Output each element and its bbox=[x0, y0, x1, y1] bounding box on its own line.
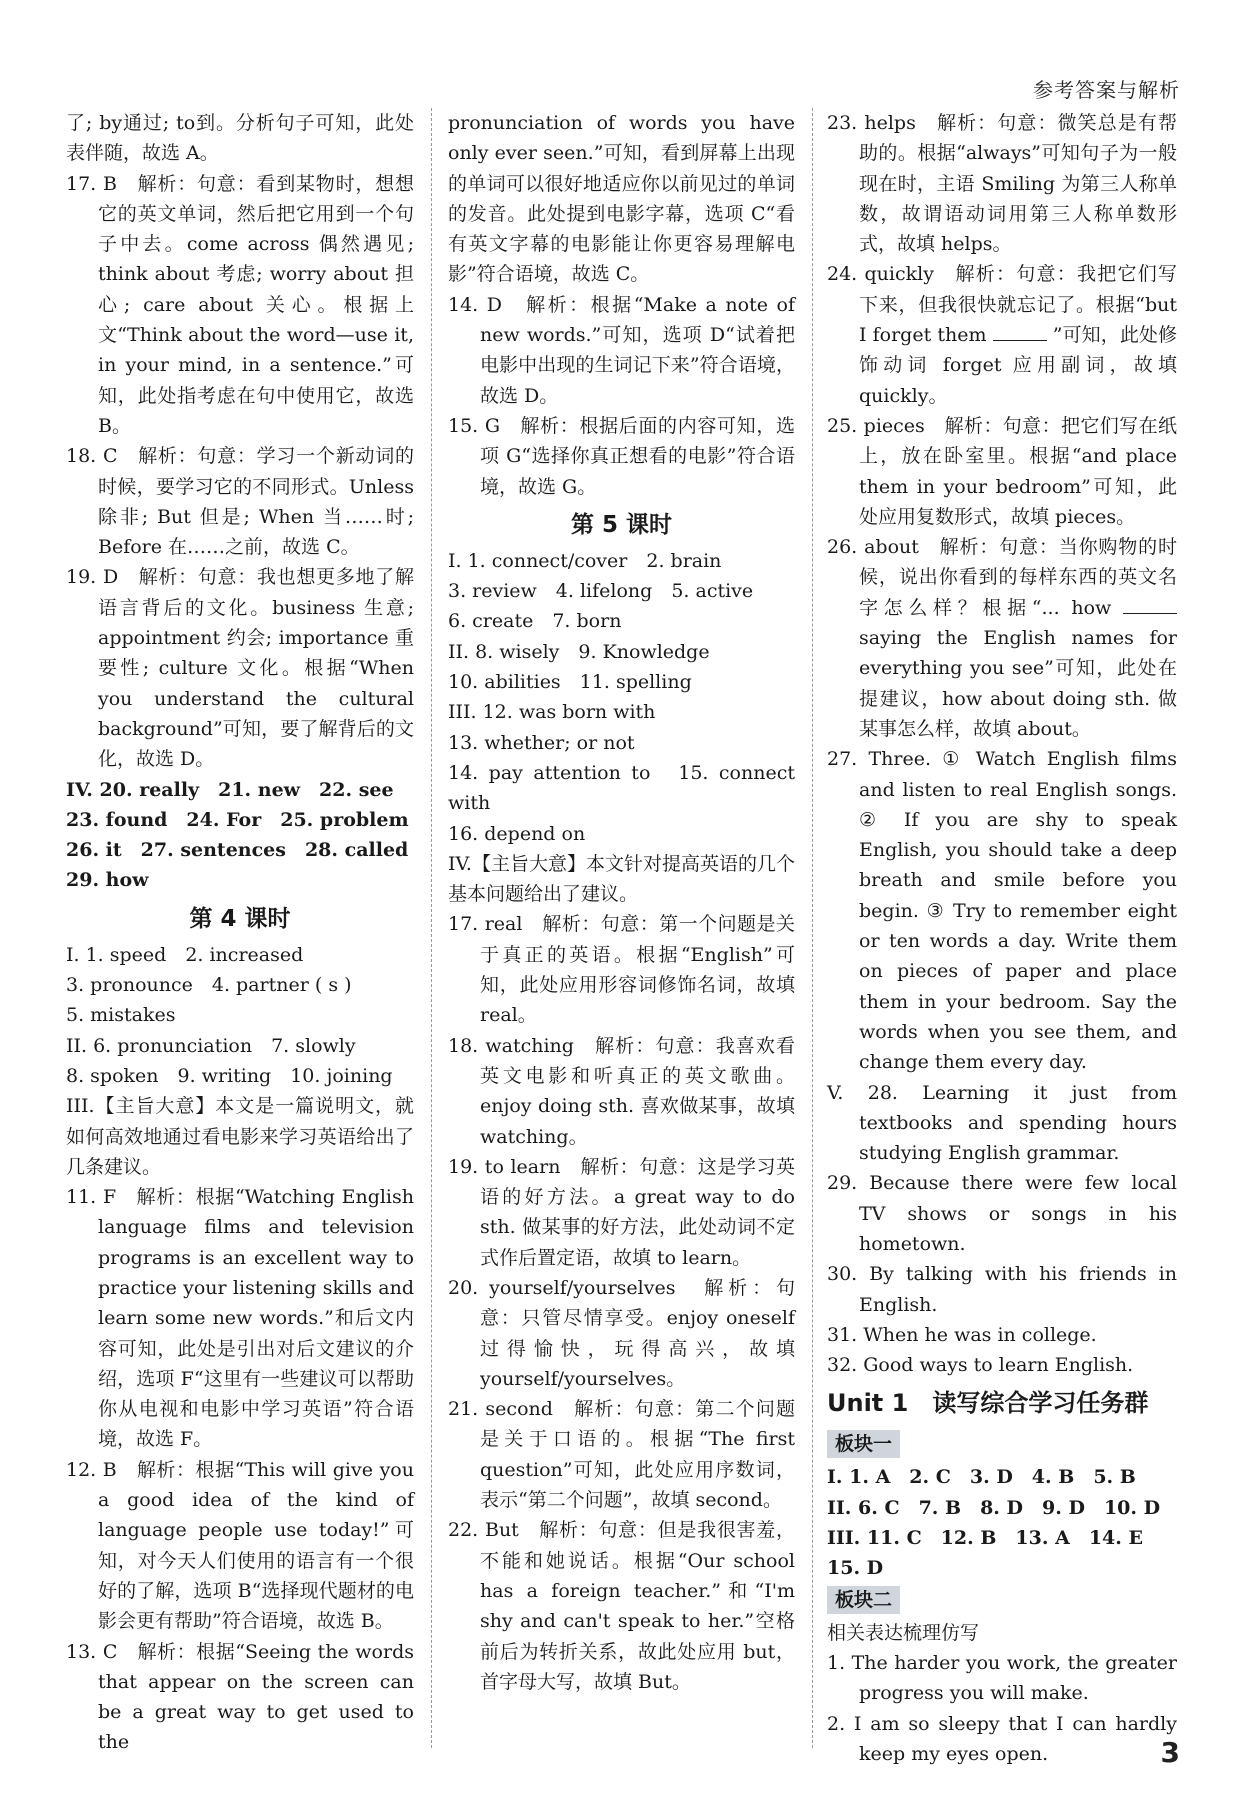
block2-subtitle: 相关表达梳理仿写 bbox=[827, 1621, 980, 1644]
answer-25: 25. pieces 解析：句意：把它们写在纸上，放在卧室里。根据“and place them in your bedroom”可知，此处应用复数形式，故填 pieces。 bbox=[827, 414, 1177, 528]
column-3 bbox=[827, 108, 1177, 1769]
lesson5-row-9: 16. depend on bbox=[448, 822, 586, 845]
answer-20-l5: 20. yourself/yourselves 解析：句意：只管尽情享受。enjoy oneself 过得愉快，玩得高兴，故填 yourself/yourselves。 bbox=[448, 1276, 795, 1390]
column-divider-2 bbox=[812, 108, 813, 1748]
answer-17: 17. B 解析：句意：看到某物时，想想它的英文单词，然后把它用到一个句子中去。come across 偶然遇见; think about 考虑; worry about 担心; care about 关心。根据上文“Think about the word—use it, in your mind, in a sentence.”可知，此处指考虑在句中使用它，故选 B。 bbox=[66, 172, 414, 437]
blank-line bbox=[993, 324, 1047, 341]
block-1-tag: 板块一 bbox=[827, 1430, 900, 1458]
answer-27: 27. Three. ① Watch English films and listen to real English songs. ② If you are shy to speak English, you should take a deep breath and smile before you begin. ③ Try to remember eight or ten words a day. Write them on pieces of paper and place them in your bedroom. Say the words when you see them, and change them every day. bbox=[827, 748, 1177, 1074]
lesson5-row-4: II. 8. wisely 9. Knowledge bbox=[448, 640, 710, 663]
answer-24 bbox=[827, 259, 1177, 410]
block2-sentence-2: 2. I am so sleepy that I can hardly keep my eyes open. bbox=[827, 1712, 1177, 1765]
answer-13-continued: pronunciation of words you have only ever seen.”可知，看到屏幕上出现的单词可以很好地适应你以前见过的单词的发音。此处提到电影字幕，选项 C“看有英文字幕的电影能让你更容易理解电影”符合语境，故选 C。 bbox=[448, 112, 795, 286]
block1-row-3: III. 11. C 12. B 13. A 14. E bbox=[827, 1527, 1143, 1550]
answer-29: 29. Because there were few local TV shows or songs in his hometown. bbox=[827, 1172, 1177, 1255]
lesson4-row-3: 5. mistakes bbox=[66, 1004, 176, 1027]
answer-21-l5: 21. second 解析：句意：第二个问题是关于口语的。根据“The first question”可知，此处应用序数词，表示“第二个问题”，故填 second。 bbox=[448, 1398, 795, 1512]
column-divider-1 bbox=[431, 108, 432, 1748]
answer-26 bbox=[827, 532, 1177, 744]
answer-26-part-1: 26. about 解析：句意：当你购物的时候，说出你看到的每样东西的英文名字怎么样？根据“... how bbox=[827, 536, 1177, 619]
answer-12: 12. B 解析：根据“This will give you a good idea of the kind of language people use today!”可知，对今天人们使用的语言有一个很好的了解，选项 B“选择现代题材的电影会更有帮助”符合语境，故选 B。 bbox=[66, 1458, 414, 1633]
block-2-tag: 板块二 bbox=[827, 1586, 900, 1614]
answers-iv-row-3: 26. it 27. sentences 28. called bbox=[66, 839, 409, 862]
header-title: 参考答案与解析 bbox=[1033, 78, 1180, 102]
answer-19: 19. D 解析：句意：我也想更多地了解语言背后的文化。business 生意; appointment 约会; importance 重要性; culture 文化。根据“When you understand the cultural background”可知，要了解背后的文化，故选 D。 bbox=[66, 566, 414, 771]
answer-18-l5: 18. watching 解析：句意：我喜欢看英文电影和听真正的英文歌曲。enjoy doing sth. 喜欢做某事，故填 watching。 bbox=[448, 1034, 795, 1148]
answer-28: V. 28. Learning it just from textbooks and spending hours studying English grammar. bbox=[827, 1081, 1177, 1165]
lesson5-row-1: I. 1. connect/cover 2. brain bbox=[448, 549, 722, 572]
block1-row-1: I. 1. A 2. C 3. D 4. B 5. B bbox=[827, 1466, 1136, 1489]
block1-row-4: 15. D bbox=[827, 1557, 884, 1580]
lesson-5-title: 第 5 课时 bbox=[570, 511, 673, 538]
lesson4-row-4: II. 6. pronunciation 7. slowly bbox=[66, 1034, 356, 1057]
answer-19-l5: 19. to learn 解析：句意：这是学习英语的好方法。a great way to do sth. 做某事的好方法，此处动词不定式作后置定语，故填 to learn。 bbox=[448, 1155, 795, 1269]
answer-16-continued: 了; by通过; to到。分析句子可知，此处表伴随，故选 A。 bbox=[66, 112, 414, 165]
lesson5-row-3: 6. create 7. born bbox=[448, 610, 622, 633]
answer-24-part-1: 24. quickly 解析：句意：我把它们写下来，但我很快就忘记了。根据“but I forget them bbox=[827, 263, 1177, 347]
lesson5-row-8: 14. pay attention to 15. connect with bbox=[448, 761, 795, 815]
block-2-tag-wrap bbox=[827, 1584, 1177, 1618]
column-1 bbox=[66, 108, 414, 1758]
lesson5-row-7: 13. whether; or not bbox=[448, 731, 635, 754]
column-2 bbox=[448, 108, 795, 1697]
answer-15: 15. G 解析：根据后面的内容可知，选项 G“选择你真正想看的电影”符合语境，故选 G。 bbox=[448, 414, 795, 498]
answers-iv-row-1: IV. 20. really 21. new 22. see bbox=[66, 778, 394, 801]
answer-14: 14. D 解析：根据“Make a note of new words.”可知，选项 D“试着把电影中出现的生词记下来”符合语境，故选 D。 bbox=[448, 293, 795, 407]
answer-31: 31. When he was in college. bbox=[827, 1323, 1097, 1346]
lesson5-row-2: 3. review 4. lifelong 5. active bbox=[448, 580, 754, 603]
block2-sentence-1: 1. The harder you work, the greater progress you will make. bbox=[827, 1651, 1177, 1705]
answers-iv-row-2: 23. found 24. For 25. problem bbox=[66, 808, 409, 831]
blank-line bbox=[1123, 597, 1177, 614]
answer-11: 11. F 解析：根据“Watching English language films and television programs is an excellent way to practice your listening skills and learn some new words.”和后文内容可知，此处是引出对后文建议的介绍，选项 F“这里有一些建议可以帮助你从电视和电影中学习英语”符合语境，故选 F。 bbox=[66, 1186, 414, 1451]
answer-32: 32. Good ways to learn English. bbox=[827, 1354, 1134, 1377]
answer-26-part-2: saying the English names for everything you see”可知，此处在提建议，how about doing sth. 做某事怎么样，故填 about。 bbox=[859, 627, 1177, 740]
unit-title: Unit 1 读写综合学习任务群 bbox=[827, 1389, 1149, 1418]
page-number: 3 bbox=[1160, 1736, 1180, 1769]
block-1-tag-wrap bbox=[827, 1428, 1177, 1462]
lesson-4-title: 第 4 课时 bbox=[189, 905, 291, 932]
lesson4-row-2: 3. pronounce 4. partner ( s ) bbox=[66, 974, 352, 997]
answer-30: 30. By talking with his friends in English. bbox=[827, 1263, 1177, 1316]
answer-24-part-2: ”可知，此处修饰动词 forget 应用副词，故填 quickly。 bbox=[859, 324, 1178, 407]
answers-iv-row-4: 29. how bbox=[66, 869, 149, 892]
lesson4-row-1: I. 1. speed 2. increased bbox=[66, 943, 304, 966]
answer-18: 18. C 解析：句意：学习一个新动词的时候，要学习它的不同形式。Unless 除非; But 但是; When 当……时; Before 在……之前，故选 C。 bbox=[66, 445, 414, 559]
lesson5-row-5: 10. abilities 11. spelling bbox=[448, 671, 692, 694]
lesson5-row-6: III. 12. was born with bbox=[448, 701, 656, 724]
lesson4-row-5: 8. spoken 9. writing 10. joining bbox=[66, 1064, 393, 1087]
answer-22-l5: 22. But 解析：句意：但是我很害羞，不能和她说话。根据“Our school has a foreign teacher.”和“I'm shy and can't speak to her.”空格前后为转折关系，故此处应用 but，首字母大写，故填 But。 bbox=[448, 1519, 795, 1693]
lesson4-main-idea: III.【主旨大意】本文是一篇说明文，就如何高效地通过看电影来学习英语给出了几条建议。 bbox=[66, 1095, 414, 1178]
answer-17-l5: 17. real 解析：句意：第一个问题是关于真正的英语。根据“English”可知，此处应用形容词修饰名词，故填 real。 bbox=[448, 913, 795, 1027]
block1-row-2: II. 6. C 7. B 8. D 9. D 10. D bbox=[827, 1496, 1161, 1519]
answer-13: 13. C 解析：根据“Seeing the words that appear on the screen can be a great way to get used to the bbox=[66, 1640, 414, 1754]
answer-23: 23. helps 解析：句意：微笑总是有帮助的。根据“always”可知句子为一般现在时，主语 Smiling 为第三人称单数，故谓语动词用第三人称单数形式，故填 helps。 bbox=[827, 112, 1177, 256]
lesson5-main-idea: IV.【主旨大意】本文针对提高英语的几个基本问题给出了建议。 bbox=[448, 852, 795, 906]
